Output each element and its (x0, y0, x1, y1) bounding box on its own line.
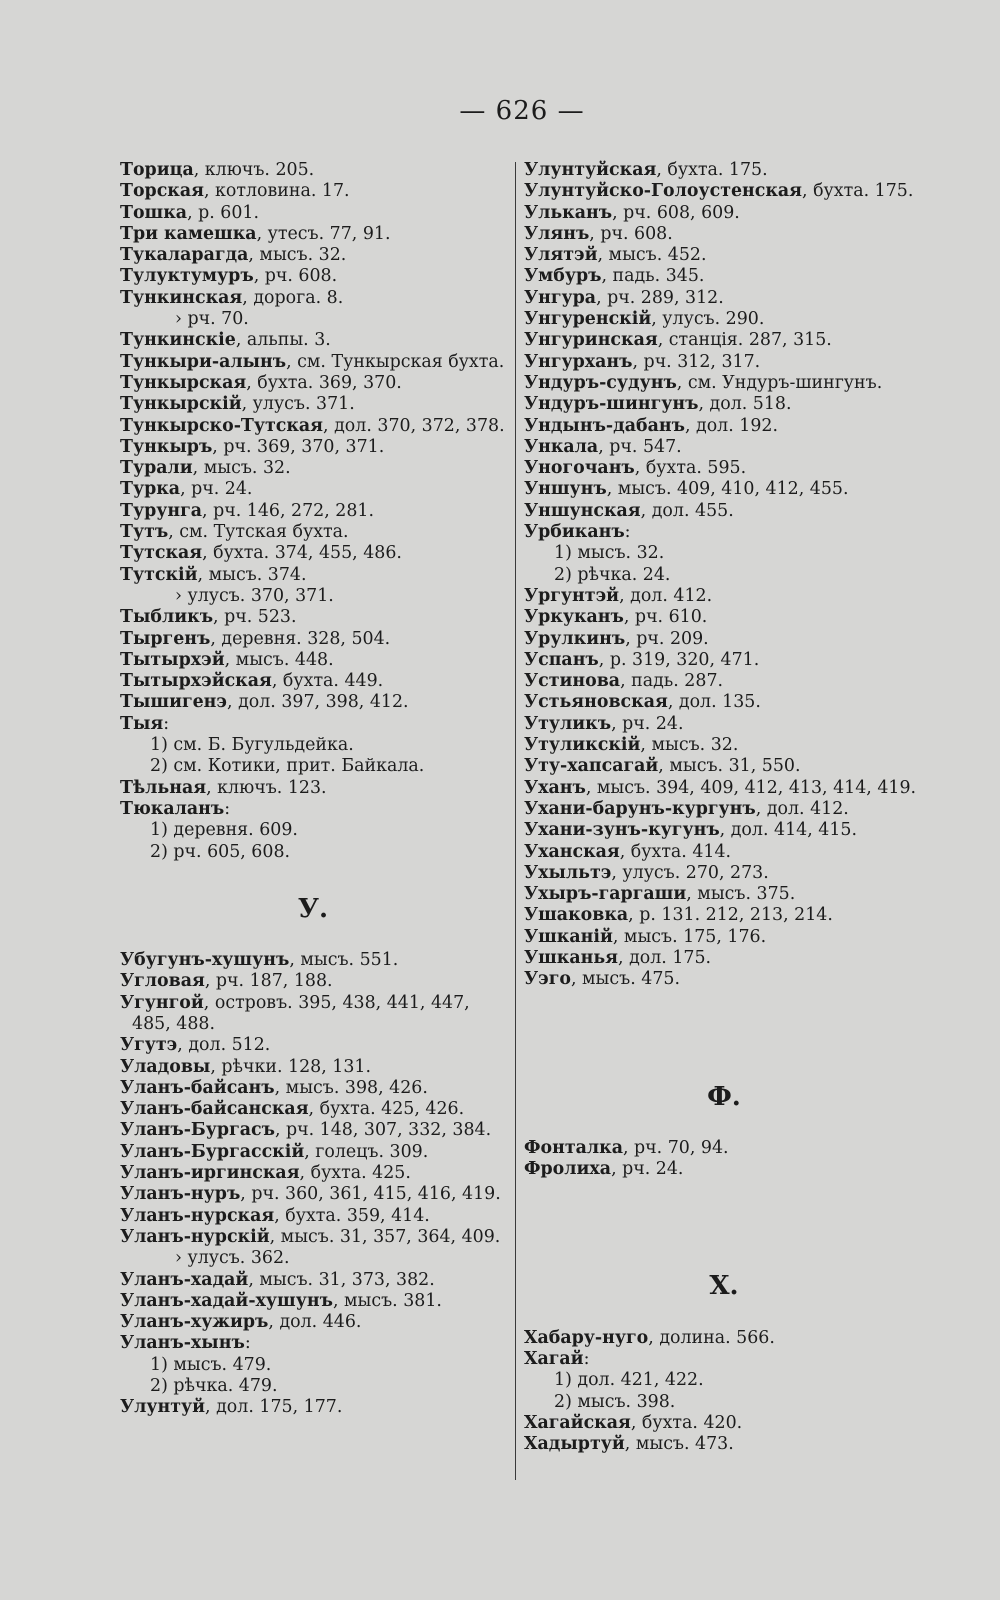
entry-reference: , дол. 512. (177, 1035, 271, 1056)
entry-reference: , рч. 24. (611, 713, 684, 734)
index-entry (120, 993, 506, 1036)
entry-headword: Устьяновская (524, 692, 668, 713)
entry-reference: , мысъ. 32. (192, 458, 291, 479)
entry-headword: Ушканья (524, 947, 619, 968)
index-entry (120, 1291, 506, 1312)
index-entry (524, 479, 924, 500)
index-entry (524, 1159, 924, 1180)
entry-reference: , дол. 518. (698, 394, 792, 415)
entry-reference: , дол. 412. (755, 798, 849, 819)
entry-reference: , мысъ. 31, 373, 382. (248, 1269, 435, 1290)
entry-headword: Убугунъ-хушунъ (120, 950, 290, 971)
index-entry (120, 479, 506, 500)
entry-reference: 1) деревня. 609. (150, 820, 298, 841)
index-entry (120, 394, 506, 415)
index-entry (120, 224, 506, 245)
entry-headword: Тыбликъ (120, 607, 214, 628)
entry-headword: Тункыри-алынъ (120, 351, 287, 372)
entry-reference: , мысъ. 475. (570, 969, 680, 990)
index-entry (120, 971, 506, 992)
page-number: — 626 — (459, 96, 585, 126)
entry-reference: , мысъ. 452. (597, 245, 707, 266)
entry-headword: Тункырско-Тутская (120, 415, 324, 436)
entry-headword: Устинова (524, 671, 621, 692)
entry-headword: Уркуканъ (524, 607, 624, 628)
entry-reference: , дол. 455. (640, 500, 734, 521)
index-entry (120, 160, 506, 181)
entry-reference: , мысъ. 31, 550. (658, 756, 801, 777)
entry-reference: , мысъ. 448. (224, 649, 334, 670)
index-entry (524, 1349, 924, 1370)
entry-reference: , деревня. 328, 504. (210, 628, 391, 649)
entry-headword: Хадыртуй (524, 1434, 625, 1455)
entry-reference: › улусъ. 370, 371. (175, 585, 334, 606)
index-entry (524, 309, 924, 330)
index-entry (120, 501, 506, 522)
index-entry (524, 778, 924, 799)
entry-reference: , рч. 360, 361, 415, 416, 419. (240, 1184, 501, 1205)
entry-reference: , см. Тутская бухта. (168, 522, 349, 543)
entry-reference: 2) рѣчка. 479. (150, 1376, 278, 1397)
index-entry (524, 629, 924, 650)
entry-reference: 2) мысъ. 398. (554, 1391, 676, 1412)
index-entry (524, 884, 924, 905)
entry-headword: Ухани-барунъ-кургунъ (524, 798, 756, 819)
index-entry (524, 650, 924, 671)
index-column-right (524, 160, 924, 1456)
section-letter: Ф. (707, 1081, 741, 1112)
entry-reference: , островъ. 395, 438, 441, 447, 485, 488. (132, 992, 470, 1034)
index-entry (120, 437, 506, 458)
entry-headword: Уншунъ (524, 479, 607, 500)
entry-reference: , дол. 175, 177. (205, 1397, 343, 1418)
index-entry (524, 288, 924, 309)
entry-reference: , падь. 345. (601, 266, 705, 287)
index-entry (120, 1312, 506, 1333)
entry-headword: Тукаларагда (120, 245, 249, 266)
entry-headword: Улятэй (524, 245, 598, 266)
entry-headword: Уланъ-нуръ (120, 1184, 241, 1205)
entry-headword: Ушаковка (524, 905, 629, 926)
entry-reference: , рч. 70, 94. (622, 1137, 729, 1158)
index-entry (524, 735, 924, 756)
index-subentry (524, 565, 924, 586)
index-entry (524, 352, 924, 373)
entry-headword: Уту-хапсагай (524, 756, 659, 777)
entry-headword: Улунтуй (120, 1397, 206, 1418)
entry-reference: , бухта. 369, 370. (246, 372, 402, 393)
index-entry (524, 842, 924, 863)
index-entry (120, 1057, 506, 1078)
index-entry (120, 1206, 506, 1227)
entry-reference: : (163, 713, 170, 734)
entry-reference: , альпы. 3. (235, 330, 331, 351)
index-entry (524, 927, 924, 948)
entry-headword: Умбуръ (524, 266, 602, 287)
index-subentry (524, 1392, 924, 1413)
entry-reference: , мысъ. 374. (197, 564, 307, 585)
index-entry (120, 266, 506, 287)
index-entry (120, 778, 506, 799)
entry-headword: Тѣльная (120, 777, 207, 798)
entry-reference: , бухта. 175. (656, 160, 768, 180)
entry-headword: Тункырскій (120, 394, 242, 415)
index-entry (524, 905, 924, 926)
entry-reference: , бухта. 425, 426. (308, 1099, 465, 1120)
entry-headword: Унгуринская (524, 330, 658, 351)
index-entry (524, 948, 924, 969)
entry-reference: , см. Тункырская бухта. (286, 351, 505, 372)
entry-reference: , см. Ундуръ-шингунъ. (676, 372, 883, 393)
index-entry (120, 1035, 506, 1056)
entry-reference: , мысъ. 394, 409, 412, 413, 414, 419. (585, 777, 917, 798)
entry-reference: , бухта. 414. (619, 841, 732, 862)
entry-reference: , рч. 608, 609. (612, 202, 740, 223)
index-entry (120, 1184, 506, 1205)
entry-headword: Торская (120, 181, 204, 202)
index-entry (120, 1227, 506, 1248)
index-entry (524, 863, 924, 884)
entry-headword: Тыргенъ (120, 628, 211, 649)
entry-headword: Угунгой (120, 992, 204, 1013)
entry-headword: Улунтуйская (524, 160, 657, 180)
entry-reference: › рч. 70. (175, 309, 249, 330)
entry-reference: , долина. 566. (648, 1327, 775, 1348)
index-entry (120, 714, 506, 735)
index-entry (524, 671, 924, 692)
entry-reference: , рч. 312, 317. (632, 351, 761, 372)
entry-headword: Улунтуйско-Голоустенская (524, 181, 803, 202)
entry-reference: : (224, 798, 231, 819)
entry-reference: , станція. 287, 315. (657, 330, 832, 351)
entry-reference: , рѣчки. 128, 131. (210, 1056, 372, 1077)
entry-headword: Уладовы (120, 1056, 211, 1077)
index-entry (120, 799, 506, 820)
index-column-left (120, 160, 506, 1419)
entry-headword: Тункырская (120, 372, 247, 393)
index-subentry (120, 1248, 506, 1269)
entry-reference: , рч. 608. (589, 223, 673, 244)
entry-reference: , рч. 523. (213, 607, 297, 628)
entry-reference: , бухта. 175. (802, 181, 914, 202)
entry-reference: , мысъ. 375. (686, 884, 796, 905)
index-entry (524, 330, 924, 351)
entry-reference: 2) рч. 605, 608. (150, 841, 291, 862)
index-entry (524, 820, 924, 841)
entry-headword: Торица (120, 160, 194, 180)
entry-reference: , улусъ. 290. (651, 309, 765, 330)
entry-reference: , рч. 608. (253, 266, 338, 287)
entry-headword: Тыя (120, 713, 164, 734)
index-entry (524, 692, 924, 713)
entry-headword: Урулкинъ (524, 628, 626, 649)
entry-headword: Унгура (524, 287, 597, 308)
entry-headword: Уланъ-нурская (120, 1205, 275, 1226)
entry-reference: , мысъ. 551. (289, 950, 399, 971)
index-entry (120, 203, 506, 224)
index-subentry (120, 309, 506, 330)
index-entry (120, 607, 506, 628)
entry-reference: , рч. 209. (625, 628, 709, 649)
entry-headword: Ундынъ-дабанъ (524, 415, 685, 436)
entry-reference: 2) см. Котики, прит. Байкала. (150, 756, 425, 777)
entry-reference: 1) мысъ. 32. (554, 543, 665, 564)
index-entry (120, 671, 506, 692)
entry-reference: , бухта. 449. (271, 671, 384, 692)
entry-headword: Тулуктумуръ (120, 266, 254, 287)
entry-reference: , котловина. 17. (203, 181, 350, 202)
entry-headword: Ундуръ-судунъ (524, 372, 677, 393)
entry-reference: , р. 131. 212, 213, 214. (628, 905, 833, 926)
entry-headword: Уланъ-байсанъ (120, 1077, 275, 1098)
entry-reference: , мысъ. 473. (624, 1434, 734, 1455)
entry-headword: Уногочанъ (524, 458, 635, 479)
entry-headword: Уншунская (524, 500, 641, 521)
entry-reference: , дол. 397, 398, 412. (227, 692, 409, 713)
index-entry (120, 288, 506, 309)
entry-reference: › улусъ. 362. (175, 1248, 290, 1269)
index-subentry (120, 1355, 506, 1376)
entry-reference: , рч. 146, 272, 281. (202, 500, 374, 521)
entry-reference: , рч. 369, 370, 371. (212, 436, 385, 457)
entry-headword: Тутскій (120, 564, 198, 585)
entry-headword: Тутъ (120, 522, 169, 543)
index-entry (524, 160, 924, 181)
index-entry (524, 245, 924, 266)
column-divider (515, 162, 516, 1480)
entry-headword: Хагай (524, 1349, 584, 1370)
index-entry (524, 394, 924, 415)
index-subentry (524, 1370, 924, 1391)
entry-reference: : (244, 1333, 251, 1354)
entry-headword: Фонталка (524, 1137, 623, 1158)
index-entry (120, 692, 506, 713)
entry-headword: Улянъ (524, 223, 590, 244)
index-entry (120, 245, 506, 266)
entry-headword: Уланъ-байсанская (120, 1099, 309, 1120)
entry-reference: , рч. 24. (611, 1159, 684, 1180)
entry-reference: , ключъ. 123. (206, 777, 327, 798)
entry-reference: , мысъ. 31, 357, 364, 409. (269, 1226, 501, 1247)
index-subentry (120, 842, 506, 863)
index-entry (120, 1078, 506, 1099)
index-entry (524, 437, 924, 458)
index-entry (120, 543, 506, 564)
entry-reference: , дол. 135. (667, 692, 761, 713)
entry-headword: Угутэ (120, 1035, 178, 1056)
entry-headword: Тункинская (120, 287, 243, 308)
entry-reference: , голецъ. 309. (304, 1141, 429, 1162)
index-entry (120, 1333, 506, 1354)
index-subentry (120, 756, 506, 777)
index-entry (524, 266, 924, 287)
entry-headword: Ухыръ-гаргаши (524, 884, 687, 905)
index-entry (524, 607, 924, 628)
entry-headword: Хагайская (524, 1412, 631, 1433)
entry-headword: Уланъ-Бургасскій (120, 1141, 305, 1162)
index-entry (120, 1397, 506, 1418)
entry-reference: , рч. 610. (623, 607, 708, 628)
entry-reference: , мысъ. 32. (640, 735, 739, 756)
index-entry (524, 203, 924, 224)
entry-headword: Ундуръ-шингунъ (524, 394, 699, 415)
index-subentry (524, 543, 924, 564)
index-entry (524, 224, 924, 245)
index-entry (524, 416, 924, 437)
index-entry (524, 373, 924, 394)
entry-headword: Утуликскій (524, 735, 641, 756)
entry-reference: , дол. 414, 415. (719, 820, 857, 841)
entry-reference: , улусъ. 371. (241, 394, 355, 415)
entry-reference: , дол. 412. (619, 585, 713, 606)
entry-headword: Уланъ-хадай-хушунъ (120, 1290, 333, 1311)
index-entry (524, 969, 924, 990)
entry-headword: Тункыръ (120, 436, 213, 457)
index-subentry (120, 586, 506, 607)
entry-reference: , рч. 187, 188. (204, 971, 333, 992)
entry-reference: , ключъ. 205. (193, 160, 315, 180)
entry-headword: Тутская (120, 543, 203, 564)
entry-headword: Тюкаланъ (120, 798, 225, 819)
entry-headword: Унгуренскій (524, 309, 652, 330)
entry-reference: , дол. 370, 372, 378. (323, 415, 505, 436)
entry-headword: Угловая (120, 971, 205, 992)
entry-headword: Ункала (524, 436, 599, 457)
entry-headword: Уланъ-хынъ (120, 1333, 245, 1354)
index-entry (524, 714, 924, 735)
entry-reference: , дорога. 8. (242, 287, 344, 308)
entry-headword: Тытырхэйская (120, 671, 272, 692)
section-gap (524, 1180, 924, 1240)
entry-headword: Уланъ-Бургасъ (120, 1120, 275, 1141)
entry-headword: Турали (120, 458, 193, 479)
entry-headword: Турка (120, 479, 181, 500)
index-entry (524, 181, 924, 202)
entry-reference: 1) дол. 421, 422. (554, 1370, 704, 1391)
entry-reference: , утесъ. 77, 91. (256, 223, 391, 244)
index-subentry (120, 820, 506, 841)
entry-reference: , мысъ. 398, 426. (274, 1077, 428, 1098)
entry-reference: , мысъ. 32. (248, 245, 347, 266)
entry-reference: , мысъ. 409, 410, 412, 455. (606, 479, 849, 500)
entry-reference: , бухта. 420. (630, 1412, 743, 1433)
index-subentry (120, 1376, 506, 1397)
entry-headword: Тышигенэ (120, 692, 228, 713)
index-entry (120, 1142, 506, 1163)
entry-reference: , рч. 547. (598, 436, 682, 457)
section-letter: У. (297, 893, 329, 924)
entry-headword: Уханская (524, 841, 620, 862)
index-entry (524, 799, 924, 820)
index-entry (524, 522, 924, 543)
index-entry (120, 373, 506, 394)
index-entry (524, 586, 924, 607)
entry-headword: Уханъ (524, 777, 586, 798)
entry-headword: Фролиха (524, 1159, 612, 1180)
index-entry (120, 416, 506, 437)
entry-reference: , рч. 24. (180, 479, 253, 500)
entry-reference: : (583, 1349, 590, 1370)
entry-reference: , дол. 192. (684, 415, 779, 436)
index-entry (524, 501, 924, 522)
entry-headword: Ухыльтэ (524, 862, 612, 883)
entry-headword: Тытырхэй (120, 649, 225, 670)
entry-headword: Хабару-нуго (524, 1327, 649, 1348)
entry-reference: , р. 601. (187, 202, 260, 223)
index-entry (524, 1434, 924, 1455)
entry-headword: Унгурханъ (524, 351, 633, 372)
entry-reference: , мысъ. 175, 176. (612, 926, 767, 947)
entry-headword: Уланъ-иргинская (120, 1163, 300, 1184)
index-entry (120, 1120, 506, 1141)
index-entry (120, 629, 506, 650)
entry-headword: Тункинскіе (120, 330, 236, 351)
index-entry (120, 522, 506, 543)
entry-headword: Ушканій (524, 926, 613, 947)
entry-headword: Уэго (524, 969, 571, 990)
index-entry (120, 950, 506, 971)
entry-reference: , рч. 289, 312. (596, 287, 724, 308)
entry-headword: Уланъ-нурскій (120, 1226, 270, 1247)
entry-reference: , улусъ. 270, 273. (611, 862, 769, 883)
entry-reference: , падь. 287. (620, 671, 724, 692)
entry-reference: , р. 319, 320, 471. (598, 649, 760, 670)
index-entry (120, 1163, 506, 1184)
entry-reference: , дол. 175. (618, 947, 712, 968)
index-entry (524, 1138, 924, 1159)
entry-headword: Уланъ-хужиръ (120, 1312, 269, 1333)
index-entry (120, 565, 506, 586)
entry-reference: , бухта. 374, 455, 486. (202, 543, 402, 564)
entry-reference: , бухта. 359, 414. (274, 1205, 430, 1226)
index-entry (120, 352, 506, 373)
entry-headword: Тошка (120, 202, 188, 223)
index-subentry (120, 735, 506, 756)
entry-headword: Ульканъ (524, 202, 613, 223)
entry-reference: 2) рѣчка. 24. (554, 564, 671, 585)
entry-reference: 1) см. Б. Бугульдейка. (150, 735, 354, 756)
entry-headword: Три камешка (120, 223, 257, 244)
entry-headword: Уланъ-хадай (120, 1269, 249, 1290)
index-entry (524, 458, 924, 479)
section-gap (524, 991, 924, 1051)
entry-reference: , мысъ. 381. (332, 1290, 442, 1311)
index-entry (120, 1270, 506, 1291)
entry-reference: : (624, 522, 631, 543)
index-entry (524, 1328, 924, 1349)
entry-reference: , рч. 148, 307, 332, 384. (274, 1120, 492, 1141)
entry-headword: Успанъ (524, 649, 599, 670)
index-entry (120, 650, 506, 671)
entry-reference: , дол. 446. (268, 1312, 362, 1333)
index-entry (120, 458, 506, 479)
section-letter: Х. (709, 1271, 739, 1302)
entry-headword: Урбиканъ (524, 522, 625, 543)
entry-headword: Турунга (120, 500, 203, 521)
index-entry (524, 756, 924, 777)
entry-reference: , бухта. 595. (634, 458, 747, 479)
index-entry (120, 181, 506, 202)
entry-reference: , бухта. 425. (299, 1163, 411, 1184)
index-entry (524, 1413, 924, 1434)
entry-reference: 1) мысъ. 479. (150, 1354, 272, 1375)
entry-headword: Ухани-зунъ-кугунъ (524, 820, 720, 841)
entry-headword: Утуликъ (524, 713, 612, 734)
entry-headword: Ургунтэй (524, 585, 620, 606)
index-entry (120, 330, 506, 351)
index-entry (120, 1099, 506, 1120)
